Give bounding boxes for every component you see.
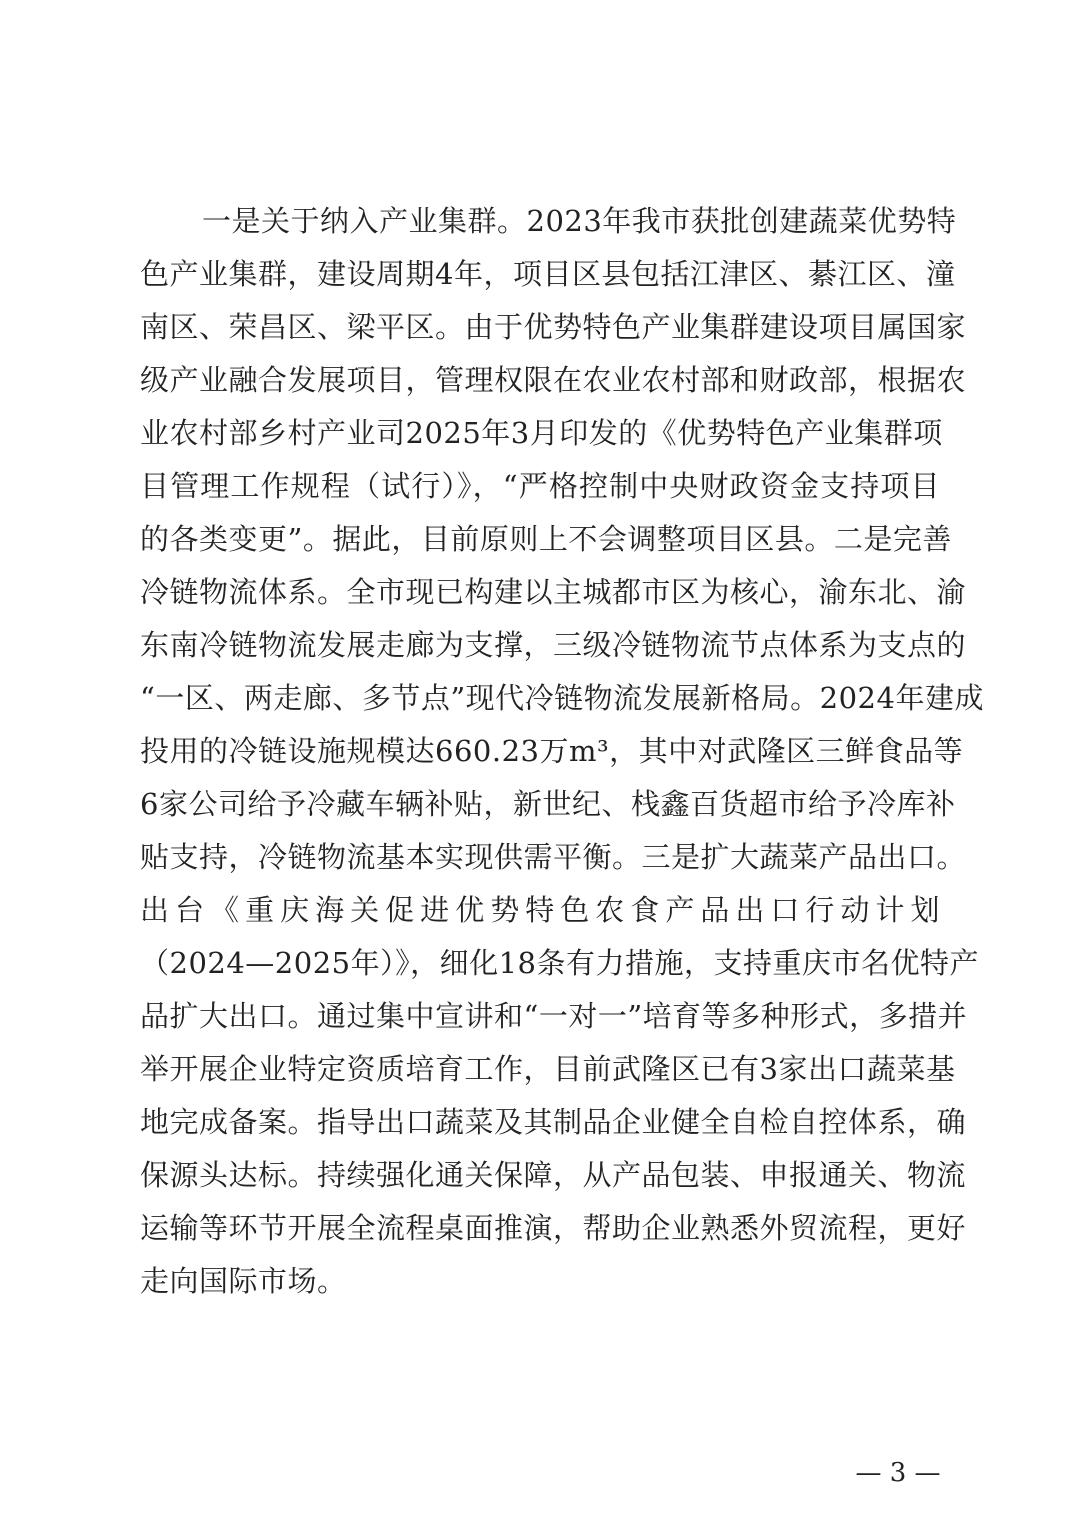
text-line: 6家公司给予冷藏车辆补贴，新世纪、栈鑫百货超市给予冷库补 [140, 787, 956, 821]
text-line: 目管理工作规程（试行）》，“严格控制中央财政资金支持项目 [140, 469, 940, 503]
text-line: 的各类变更”。据此，目前原则上不会调整项目区县。二是完善 [140, 522, 952, 556]
text-line: 冷链物流体系。全市现已构建以主城都市区为核心，渝东北、渝 [140, 575, 967, 609]
text-line: 色产业集群，建设周期4年，项目区县包括江津区、綦江区、潼 [140, 257, 956, 291]
text-line: （2024—2025年）》，细化18条有力措施，支持重庆市名优特产 [140, 946, 980, 980]
text-line: 级产业融合发展项目，管理权限在农业农村部和财政部，根据农 [140, 363, 967, 397]
text-line: “一区、两走廊、多节点”现代冷链物流发展新格局。2024年建成 [140, 681, 984, 715]
text-line: 业农村部乡村产业司2025年3月印发的《优势特色产业集群项 [140, 416, 943, 450]
text-line: 品扩大出口。通过集中宣讲和“一对一”培育等多种形式，多措并 [140, 999, 968, 1033]
text-line: 保源头达标。持续强化通关保障，从产品包装、申报通关、物流 [140, 1158, 967, 1192]
text-line: 地完成备案。指导出口蔬菜及其制品企业健全自检自控体系，确 [140, 1105, 967, 1139]
page-number: — 3 — [855, 1458, 941, 1488]
text-line: 举开展企业特定资质培育工作，目前武隆区已有3家出口蔬菜基 [140, 1052, 956, 1086]
text-line: 东南冷链物流发展走廊为支撑，三级冷链物流节点体系为支点的 [140, 628, 967, 662]
text-line: 贴支持，冷链物流基本实现供需平衡。三是扩大蔬菜产品出口。 [140, 840, 967, 874]
text-line: 运输等环节开展全流程桌面推演，帮助企业熟悉外贸流程，更好 [140, 1211, 967, 1245]
text-line: 投用的冷链设施规模达660.23万m³，其中对武隆区三鲜食品等 [140, 734, 964, 768]
text-line: 走向国际市场。 [140, 1264, 347, 1298]
text-line: 出台《重庆海关促进优势特色农食产品出口行动计划 [140, 893, 940, 927]
body-paragraph [140, 195, 984, 1308]
text-line: 南区、荣昌区、梁平区。由于优势特色产业集群建设项目属国家 [140, 310, 967, 344]
text-line: 一是关于纳入产业集群。2023年我市获批创建蔬菜优势特 [202, 204, 957, 238]
